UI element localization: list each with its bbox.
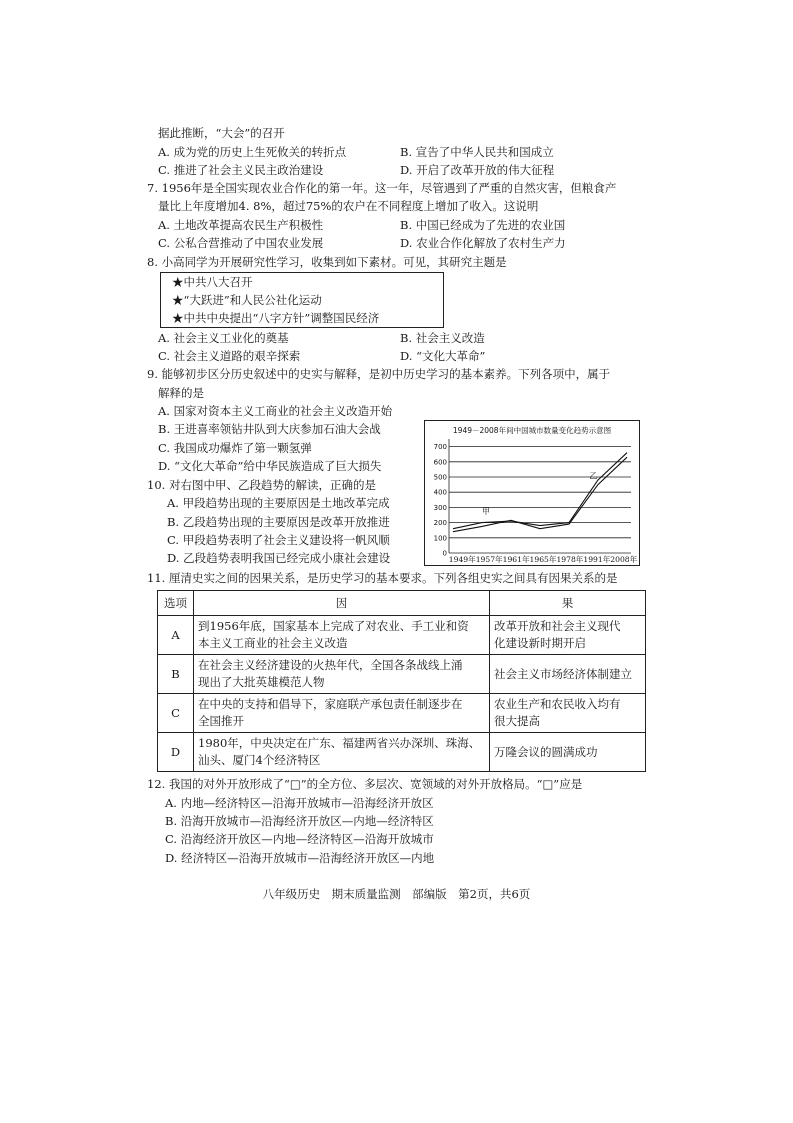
y-tick-label: 400 bbox=[433, 488, 447, 497]
q6-option-a: A. 成为党的历史上生死攸关的转折点 bbox=[158, 145, 347, 159]
q7-option-b: B. 中国已经成为了先进的农业国 bbox=[400, 218, 566, 232]
effect-line: 社会主义市场经济体制建立 bbox=[494, 666, 632, 681]
q7-option-c: C. 公私合营推动了中国农业发展 bbox=[158, 236, 324, 250]
cause-line: 汕头、厦门4个经济特区 bbox=[198, 753, 321, 767]
table-row bbox=[158, 694, 646, 733]
cause-line: 到1956年底，国家基本上完成了对农业、手工业和资 bbox=[198, 619, 469, 633]
table-row bbox=[158, 616, 646, 655]
row-option: B bbox=[158, 655, 194, 694]
cause-line: 本主义工商业的社会主义改造 bbox=[198, 636, 348, 650]
effect-line: 农业生产和农民收入均有 bbox=[494, 697, 621, 711]
y-tick-label: 300 bbox=[433, 503, 447, 512]
q9-stem-line1: 9. 能够初步区分历史叙述中的史实与解释，是初中历史学习的基本素养。下列各项中，属于 bbox=[147, 367, 611, 381]
y-tick-label: 700 bbox=[433, 443, 447, 452]
effect-line: 万隆会议的圆满成功 bbox=[494, 744, 598, 759]
q8-material-1: ★中共八大召开 bbox=[172, 275, 253, 289]
cause-line: 在社会主义经济建设的火热年代，全国各条战线上涌 bbox=[198, 658, 463, 672]
q7-option-a: A. 土地改革提高农民生产积极性 bbox=[158, 218, 324, 232]
page-footer: 八年级历史 期末质量监测 部编版 第2页，共6页 bbox=[262, 887, 531, 901]
q8-option-d: D. “文化大革命” bbox=[400, 349, 486, 363]
q8-stem: 8. 小高同学为开展研究性学习，收集到如下素材。可见，其研究主题是 bbox=[147, 255, 507, 269]
cause-line: 1980年，中央决定在广东、福建两省兴办深圳、珠海、 bbox=[198, 736, 481, 750]
q6-stem: 据此推断，“大会”的召开 bbox=[158, 126, 285, 140]
q8-material-3: ★中共中央提出“八字方针”调整国民经济 bbox=[172, 311, 380, 325]
q9-option-d: D. “文化大革命”给中华民族造成了巨大损失 bbox=[158, 459, 382, 473]
q10-option-a: A. 甲段趋势出现的主要原因是土地改革完成 bbox=[167, 496, 390, 510]
series-line-1 bbox=[453, 453, 627, 529]
y-tick-label: 100 bbox=[433, 534, 447, 543]
q9-stem-line2: 解释的是 bbox=[158, 386, 204, 400]
q8-option-c: C. 社会主义道路的艰辛探索 bbox=[158, 349, 301, 363]
q12-option-c: C. 沿海经济开放区—内地—经济特区—沿海开放城市 bbox=[165, 832, 434, 846]
cause-line: 现出了大批英雄模范人物 bbox=[198, 675, 325, 689]
effect-line: 很大提高 bbox=[494, 714, 540, 728]
annotation-label: 乙 bbox=[589, 471, 598, 481]
q11-cause-effect-table bbox=[157, 590, 646, 772]
row-cause bbox=[194, 733, 490, 772]
header-cause: 因 bbox=[194, 591, 490, 616]
q8-option-b: B. 社会主义改造 bbox=[400, 331, 485, 345]
y-tick-label: 600 bbox=[433, 458, 447, 467]
header-effect: 果 bbox=[490, 591, 646, 616]
q12-option-b: B. 沿海开放城市—沿海经济开放区—内地—经济特区 bbox=[165, 814, 434, 828]
q9-option-b: B. 王进喜率领钻井队到大庆参加石油大会战 bbox=[158, 422, 381, 436]
chart-title: 1949－2008年间中国城市数量变化趋势示意图 bbox=[452, 426, 612, 435]
series-line-2 bbox=[453, 457, 627, 532]
q7-option-d: D. 农业合作化解放了农村生产力 bbox=[400, 236, 566, 250]
annotation-label: 甲 bbox=[482, 507, 490, 517]
header-option: 选项 bbox=[158, 591, 194, 616]
q8-option-a: A. 社会主义工业化的奠基 bbox=[158, 331, 289, 345]
q6-option-d: D. 开启了改革开放的伟大征程 bbox=[400, 163, 555, 177]
q12-stem: 12. 我国的对外开放形成了“□”的全方位、多层次、宽领域的对外开放格局。“□”应是 bbox=[147, 777, 583, 791]
row-cause bbox=[194, 655, 490, 694]
row-option: C bbox=[158, 694, 194, 733]
q12-option-a: A. 内地—经济特区—沿海开放城市—沿海经济开放区 bbox=[165, 796, 434, 810]
q6-option-b: B. 宣告了中华人民共和国成立 bbox=[400, 145, 554, 159]
q10-option-d: D. 乙段趋势表明我国已经完成小康社会建设 bbox=[167, 551, 391, 565]
row-effect bbox=[490, 616, 646, 655]
q8-material-2: ★“大跃进”和人民公社化运动 bbox=[172, 293, 322, 307]
row-option: D bbox=[158, 733, 194, 772]
q7-stem-line1: 7. 1956年是全国实现农业合作化的第一年。这一年，尽管遇到了严重的自然灾害，但粮食产 bbox=[147, 181, 617, 195]
effect-line: 化建设新时期开启 bbox=[494, 636, 586, 650]
q11-stem: 11. 厘清史实之间的因果关系，是历史学习的基本要求。下列各组史实之间具有因果关系的是 bbox=[147, 571, 618, 585]
table-header-row bbox=[158, 591, 646, 616]
row-cause bbox=[194, 694, 490, 733]
x-axis-tick-labels: 1949年1957年1961年1965年1978年1991年2008年 bbox=[448, 555, 638, 564]
y-tick-label: 0 bbox=[442, 549, 447, 558]
effect-line: 改革开放和社会主义现代 bbox=[494, 619, 621, 633]
row-effect bbox=[490, 694, 646, 733]
y-tick-label: 500 bbox=[433, 473, 447, 482]
q10-stem: 10. 对右图中甲、乙段趋势的解读，正确的是 bbox=[147, 478, 376, 492]
table-row bbox=[158, 733, 646, 772]
q12-option-d: D. 经济特区—沿海开放城市—沿海经济开放区—内地 bbox=[165, 851, 435, 865]
cause-line: 在中央的支持和倡导下，家庭联产承包责任制逐步在 bbox=[198, 697, 463, 711]
y-tick-label: 200 bbox=[433, 519, 447, 528]
q7-stem-line2: 量比上年度增加4. 8%，超过75%的农户在不同程度上增加了收入。这说明 bbox=[158, 199, 539, 213]
row-effect bbox=[490, 733, 646, 772]
q9-option-c: C. 我国成功爆炸了第一颗氢弹 bbox=[158, 441, 312, 455]
table-row bbox=[158, 655, 646, 694]
row-cause bbox=[194, 616, 490, 655]
q10-option-c: C. 甲段趋势表明了社会主义建设将一帆风顺 bbox=[167, 533, 390, 547]
city-count-chart-svg bbox=[425, 421, 639, 565]
cause-line: 全国推开 bbox=[198, 714, 244, 728]
row-effect bbox=[490, 655, 646, 694]
q10-option-b: B. 乙段趋势出现的主要原因是改革开放推进 bbox=[167, 515, 390, 529]
row-option: A bbox=[158, 616, 194, 655]
city-count-chart bbox=[424, 420, 640, 566]
q6-option-c: C. 推进了社会主义民主政治建设 bbox=[158, 163, 324, 177]
q9-option-a: A. 国家对资本主义工商业的社会主义改造开始 bbox=[158, 404, 393, 418]
